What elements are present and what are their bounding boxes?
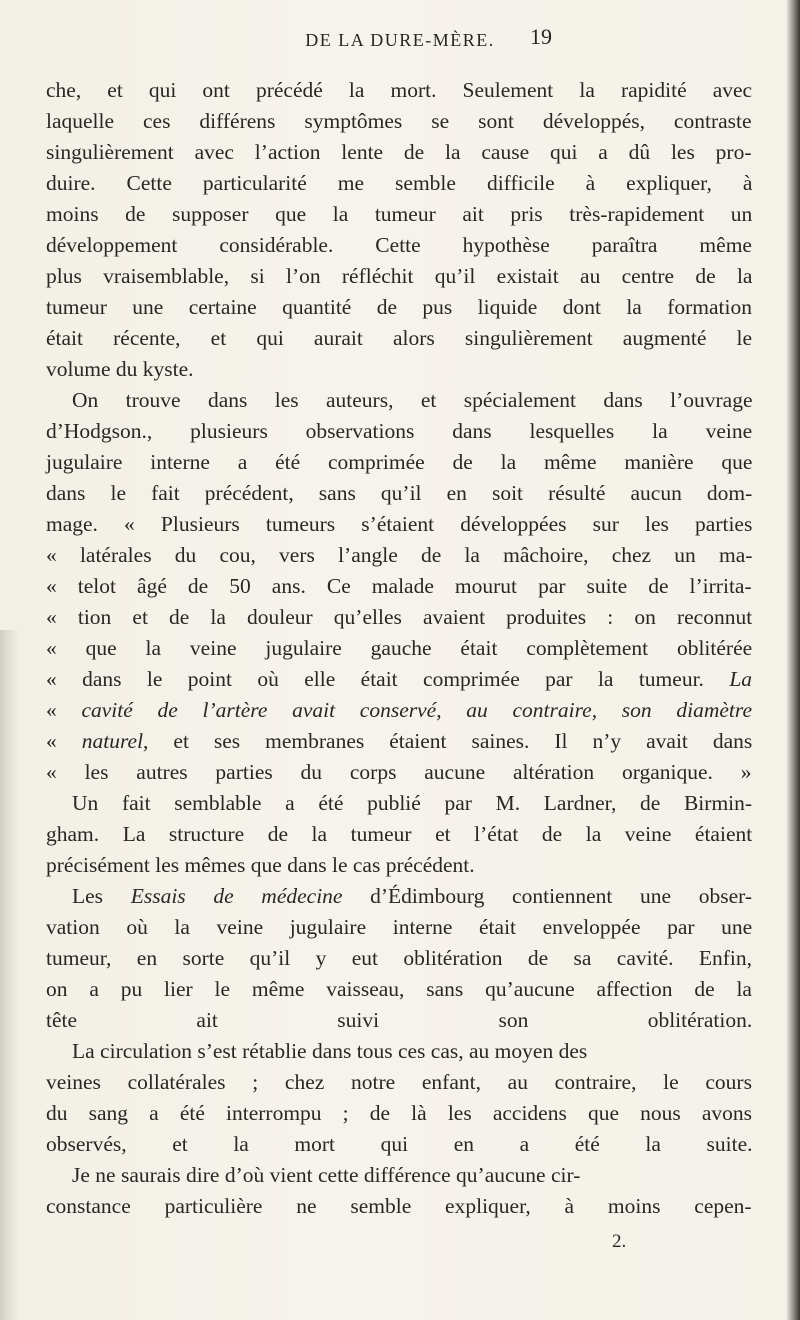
text-line: « naturel, et ses membranes étaient saines. Il n’y avait dans [46,729,753,753]
text-line: d’Hodgson., plusieurs observations dans lesquelles la veine [46,419,753,443]
text-line: « tion et de la douleur qu’elles avaient produites : on reconnut [46,605,753,629]
text-line [72,882,752,910]
page-edge-shadow [786,0,800,1320]
text-span: « dans le point où elle était comprimée par la tumeur. [46,667,704,691]
text-line [46,665,752,693]
text-line: gham. La structure de la tumeur et l’état de la veine étaient [46,822,753,846]
text-line: « telot âgé de 50 ans. Ce malade mourut par suite de l’irrita- [46,574,752,598]
text-line: On trouve dans les auteurs, et spécialement dans l’ouvrage [72,388,753,412]
text-line: du sang a été interrompu ; de là les accidens que nous avons [46,1101,753,1125]
text-span: Les [72,884,104,908]
text-line: moins de supposer que la tumeur ait pris très-rapidement un [46,202,753,226]
text-line: dans le fait précédent, sans qu’il en soit résulté aucun dom- [46,481,753,505]
italic-span: La [729,667,753,691]
text-line: duire. Cette particularité me semble difficile à expliquer, à [46,171,753,195]
text-line: tumeur une certaine quantité de pus liquide dont la formation [46,295,752,319]
text-line: « que la veine jugulaire gauche était complètement oblitérée [46,636,753,660]
text-line: on a pu lier le même vaisseau, sans qu’aucune affection de la [46,977,752,1001]
text-line: volume du kyste. [46,357,194,381]
text-line: La circulation s’est rétablie dans tous ces cas, au moyen des [72,1039,588,1063]
italic-span: , son diamètre [591,698,752,722]
page-number: 19 [530,24,552,49]
text-line: constance particulière ne semble expliquer, à moins cepen- [46,1194,752,1218]
italic-span: naturel [81,729,144,753]
text-line: tête ait suivi son oblitération. [46,1008,753,1032]
text-line: précisément les mêmes que dans le cas précédent. [46,853,475,877]
text-line: singulièrement avec l’action lente de la cause qui a dû les pro- [46,140,752,164]
running-head: DE LA DURE-MÈRE. [305,30,495,50]
text-line: vation où la veine jugulaire interne était enveloppée par une [46,915,753,939]
text-line: « les autres parties du corps aucune altération organique. » [46,760,752,784]
page-header [0,20,800,60]
text-line: jugulaire interne a été comprimée de la même manière que [46,450,753,474]
text-line: « latérales du cou, vers l’angle de la mâchoire, chez un ma- [46,543,753,567]
signature-mark: 2. [612,1231,627,1252]
text-line: che, et qui ont précédé la mort. Seulement la rapidité avec [46,78,753,102]
text-line: Un fait semblable a été publié par M. Lardner, de Birmin- [72,791,753,815]
text-line: était récente, et qui aurait alors singulièrement augmenté le [46,326,753,350]
text-line: développement considérable. Cette hypothèse paraîtra même [46,233,752,257]
text-line: veines collatérales ; chez notre enfant, au contraire, le cours [46,1070,752,1094]
text-line: laquelle ces différens symptômes se sont développés, contraste [46,109,752,133]
text-line: tumeur, en sorte qu’il y eut oblitération de sa cavité. Enfin, [46,946,753,970]
italic-span: Essais de médecine [130,884,343,908]
text-line: mage. « Plusieurs tumeurs s’étaient développées sur les parties [46,512,753,536]
gutter-shadow [0,630,18,1320]
text-line: plus vraisemblable, si l’on réfléchit qu’il existait au centre de la [46,264,753,288]
text-line: Je ne saurais dire d’où vient cette différence qu’aucune cir- [72,1163,581,1187]
text-span: d’Édimbourg contiennent une obser- [370,884,753,908]
italic-span: cavité de l’artère avait conservé, au contraire [81,698,592,722]
text-line: « cavité de l’artère avait conservé, au contraire, son diamètre [46,698,752,722]
text-line: observés, et la mort qui en a été la suite. [46,1132,753,1156]
